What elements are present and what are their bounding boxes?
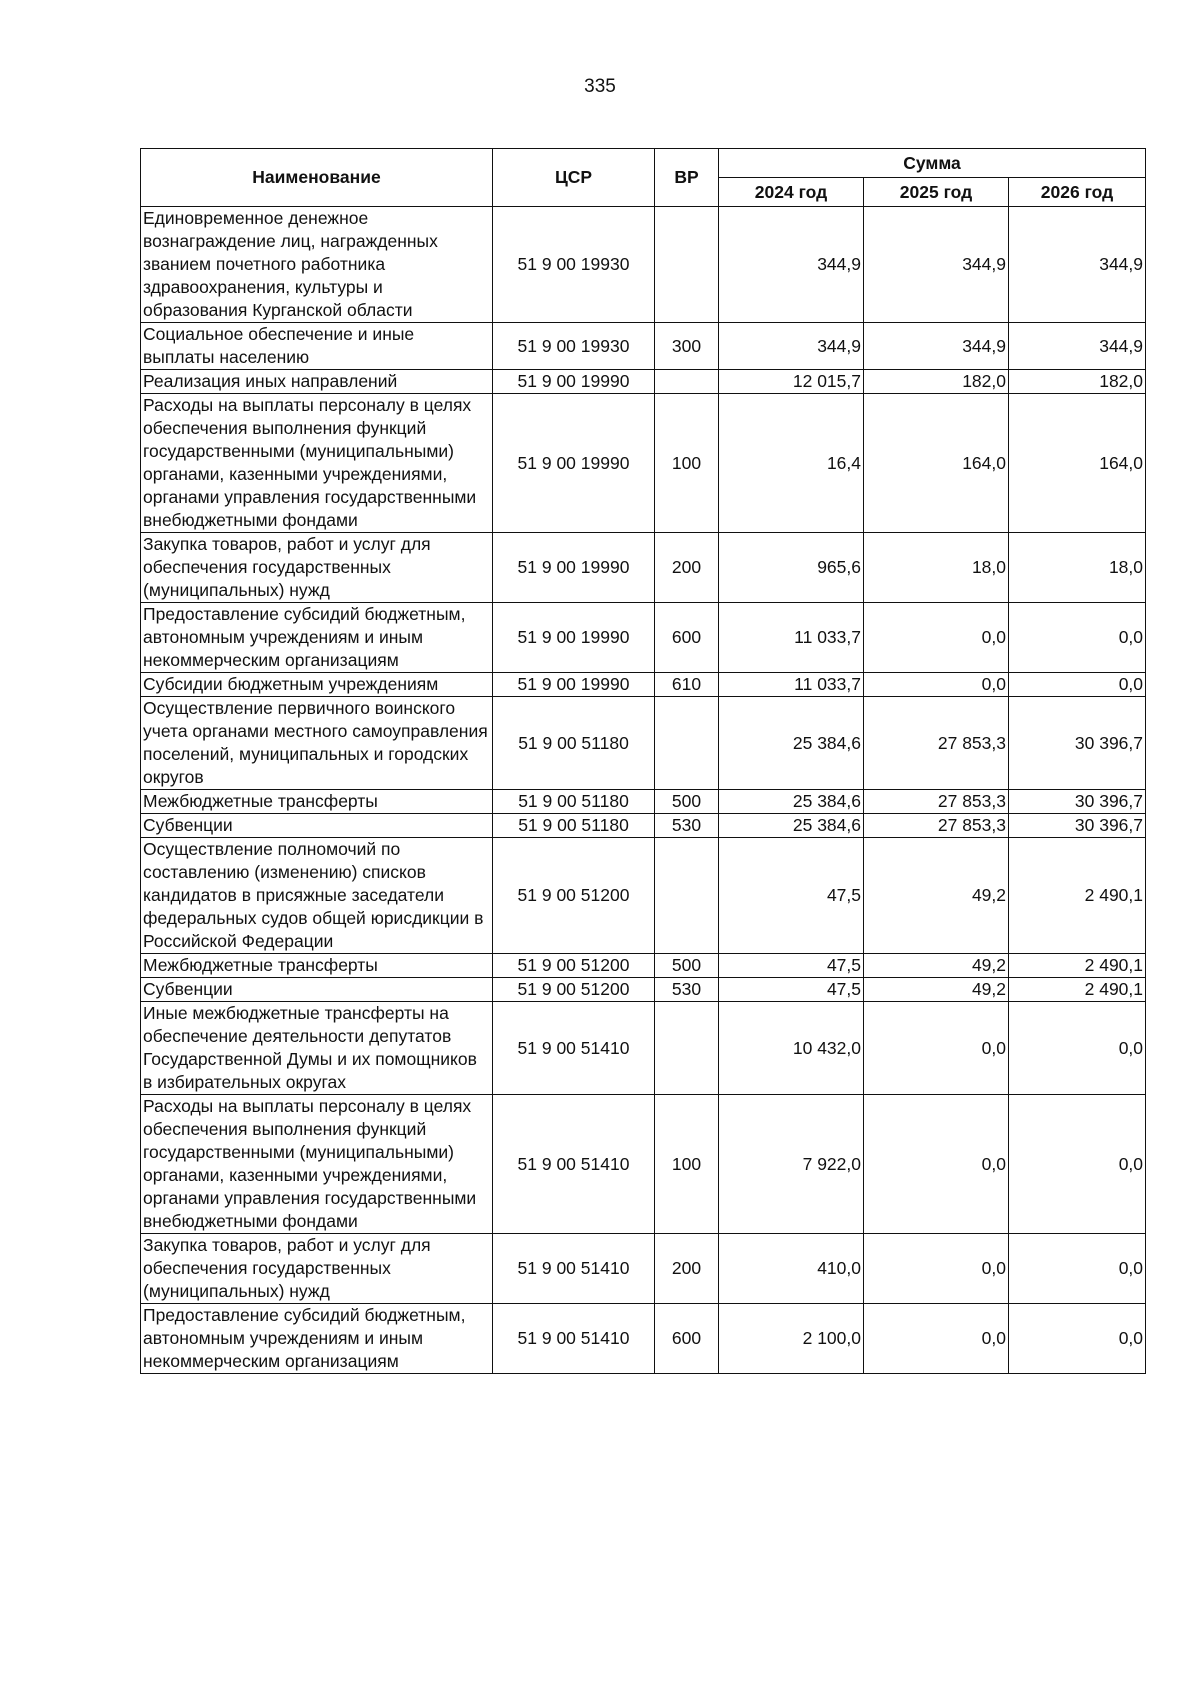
row-name: Осуществление первичного воинского учета органами местного самоуправления поселений, муниципальных и городских округов xyxy=(141,697,493,790)
row-sum-2026: 164,0 xyxy=(1009,394,1146,533)
row-sum-2026: 18,0 xyxy=(1009,533,1146,603)
row-name: Закупка товаров, работ и услуг для обеспечения государственных (муниципальных) нужд xyxy=(141,533,493,603)
table-row xyxy=(141,673,1146,697)
row-sum-2024: 47,5 xyxy=(719,838,864,954)
row-sum-2026: 2 490,1 xyxy=(1009,954,1146,978)
row-name: Межбюджетные трансферты xyxy=(141,790,493,814)
header-row xyxy=(141,149,1146,178)
row-csr: 51 9 00 19990 xyxy=(493,370,655,394)
row-csr: 51 9 00 19990 xyxy=(493,603,655,673)
row-vr: 100 xyxy=(655,394,719,533)
row-sum-2025: 27 853,3 xyxy=(864,814,1009,838)
row-vr: 530 xyxy=(655,814,719,838)
row-name: Межбюджетные трансферты xyxy=(141,954,493,978)
row-sum-2026: 2 490,1 xyxy=(1009,838,1146,954)
row-name: Единовременное денежное вознаграждение лиц, награжденных званием почетного работника здравоохранения, культуры и образования Курганской области xyxy=(141,207,493,323)
row-sum-2025: 18,0 xyxy=(864,533,1009,603)
row-sum-2024: 7 922,0 xyxy=(719,1095,864,1234)
table-row xyxy=(141,954,1146,978)
row-vr: 530 xyxy=(655,978,719,1002)
row-sum-2024: 344,9 xyxy=(719,323,864,370)
row-sum-2025: 0,0 xyxy=(864,673,1009,697)
table-row xyxy=(141,533,1146,603)
header-csr: ЦСР xyxy=(493,149,655,207)
row-sum-2026: 2 490,1 xyxy=(1009,978,1146,1002)
row-sum-2024: 344,9 xyxy=(719,207,864,323)
table-row xyxy=(141,978,1146,1002)
header-year-2025: 2025 год xyxy=(864,178,1009,207)
row-sum-2025: 182,0 xyxy=(864,370,1009,394)
row-csr: 51 9 00 51180 xyxy=(493,790,655,814)
row-name: Предоставление субсидий бюджетным, автономным учреждениям и иным некоммерческим организациям xyxy=(141,1304,493,1374)
row-vr: 600 xyxy=(655,1304,719,1374)
row-name: Субвенции xyxy=(141,814,493,838)
row-sum-2025: 49,2 xyxy=(864,838,1009,954)
row-sum-2025: 49,2 xyxy=(864,978,1009,1002)
row-csr: 51 9 00 51410 xyxy=(493,1304,655,1374)
row-sum-2024: 25 384,6 xyxy=(719,814,864,838)
row-sum-2026: 30 396,7 xyxy=(1009,697,1146,790)
row-name: Иные межбюджетные трансферты на обеспечение деятельности депутатов Государственной Думы и их помощников в избирательных округах xyxy=(141,1002,493,1095)
row-vr xyxy=(655,697,719,790)
table-row xyxy=(141,838,1146,954)
table-body xyxy=(141,207,1146,1374)
row-sum-2026: 344,9 xyxy=(1009,323,1146,370)
row-sum-2024: 12 015,7 xyxy=(719,370,864,394)
row-sum-2024: 47,5 xyxy=(719,978,864,1002)
row-vr: 200 xyxy=(655,533,719,603)
row-sum-2024: 25 384,6 xyxy=(719,697,864,790)
row-vr xyxy=(655,1002,719,1095)
table-row xyxy=(141,207,1146,323)
row-vr: 100 xyxy=(655,1095,719,1234)
table-row xyxy=(141,370,1146,394)
row-csr: 51 9 00 51200 xyxy=(493,838,655,954)
row-csr: 51 9 00 51180 xyxy=(493,697,655,790)
row-sum-2026: 30 396,7 xyxy=(1009,814,1146,838)
table-row xyxy=(141,697,1146,790)
row-sum-2025: 0,0 xyxy=(864,603,1009,673)
header-year-2026: 2026 год xyxy=(1009,178,1146,207)
row-name: Предоставление субсидий бюджетным, автономным учреждениям и иным некоммерческим организациям xyxy=(141,603,493,673)
row-csr: 51 9 00 19930 xyxy=(493,323,655,370)
row-sum-2025: 49,2 xyxy=(864,954,1009,978)
row-sum-2026: 30 396,7 xyxy=(1009,790,1146,814)
row-sum-2024: 11 033,7 xyxy=(719,673,864,697)
header-year-2024: 2024 год xyxy=(719,178,864,207)
row-sum-2025: 0,0 xyxy=(864,1304,1009,1374)
row-csr: 51 9 00 51200 xyxy=(493,978,655,1002)
row-name: Осуществление полномочий по составлению (изменению) списков кандидатов в присяжные заседатели федеральных судов общей юрисдикции в Российской Федерации xyxy=(141,838,493,954)
row-sum-2024: 10 432,0 xyxy=(719,1002,864,1095)
row-name: Расходы на выплаты персоналу в целях обеспечения выполнения функций государственными (муниципальными) органами, казенными учреждениями, органами управления государственными внебюджетными фондами xyxy=(141,1095,493,1234)
row-vr: 300 xyxy=(655,323,719,370)
row-sum-2024: 410,0 xyxy=(719,1234,864,1304)
row-sum-2025: 164,0 xyxy=(864,394,1009,533)
row-csr: 51 9 00 19990 xyxy=(493,533,655,603)
row-sum-2026: 0,0 xyxy=(1009,1095,1146,1234)
table-row xyxy=(141,323,1146,370)
row-csr: 51 9 00 51410 xyxy=(493,1002,655,1095)
row-sum-2025: 0,0 xyxy=(864,1095,1009,1234)
table-row xyxy=(141,1234,1146,1304)
row-vr: 500 xyxy=(655,790,719,814)
row-name: Субсидии бюджетным учреждениям xyxy=(141,673,493,697)
row-sum-2024: 16,4 xyxy=(719,394,864,533)
row-vr: 200 xyxy=(655,1234,719,1304)
row-sum-2026: 0,0 xyxy=(1009,1304,1146,1374)
row-sum-2024: 11 033,7 xyxy=(719,603,864,673)
row-sum-2024: 25 384,6 xyxy=(719,790,864,814)
table-row xyxy=(141,790,1146,814)
row-csr: 51 9 00 19930 xyxy=(493,207,655,323)
row-csr: 51 9 00 51180 xyxy=(493,814,655,838)
budget-table xyxy=(140,148,1146,1374)
row-csr: 51 9 00 51410 xyxy=(493,1095,655,1234)
row-name: Субвенции xyxy=(141,978,493,1002)
row-sum-2026: 182,0 xyxy=(1009,370,1146,394)
row-sum-2025: 27 853,3 xyxy=(864,697,1009,790)
row-sum-2026: 0,0 xyxy=(1009,1002,1146,1095)
table-row xyxy=(141,394,1146,533)
row-vr xyxy=(655,207,719,323)
row-vr: 600 xyxy=(655,603,719,673)
header-sum: Сумма xyxy=(719,149,1146,178)
row-vr: 500 xyxy=(655,954,719,978)
row-csr: 51 9 00 19990 xyxy=(493,673,655,697)
row-sum-2025: 344,9 xyxy=(864,323,1009,370)
row-sum-2026: 0,0 xyxy=(1009,673,1146,697)
header-vr: ВР xyxy=(655,149,719,207)
row-csr: 51 9 00 51410 xyxy=(493,1234,655,1304)
row-sum-2024: 47,5 xyxy=(719,954,864,978)
table-row xyxy=(141,814,1146,838)
row-sum-2025: 344,9 xyxy=(864,207,1009,323)
table-row xyxy=(141,1304,1146,1374)
row-name: Социальное обеспечение и иные выплаты населению xyxy=(141,323,493,370)
row-vr xyxy=(655,838,719,954)
row-name: Закупка товаров, работ и услуг для обеспечения государственных (муниципальных) нужд xyxy=(141,1234,493,1304)
row-vr xyxy=(655,370,719,394)
row-csr: 51 9 00 51200 xyxy=(493,954,655,978)
row-sum-2025: 0,0 xyxy=(864,1002,1009,1095)
row-sum-2025: 0,0 xyxy=(864,1234,1009,1304)
header-name: Наименование xyxy=(141,149,493,207)
row-sum-2024: 2 100,0 xyxy=(719,1304,864,1374)
row-csr: 51 9 00 19990 xyxy=(493,394,655,533)
table-row xyxy=(141,1002,1146,1095)
page-number: 335 xyxy=(584,76,616,97)
row-name: Расходы на выплаты персоналу в целях обеспечения выполнения функций государственными (муниципальными) органами, казенными учреждениями, органами управления государственными внебюджетными фондами xyxy=(141,394,493,533)
row-sum-2026: 0,0 xyxy=(1009,603,1146,673)
row-sum-2026: 0,0 xyxy=(1009,1234,1146,1304)
row-sum-2026: 344,9 xyxy=(1009,207,1146,323)
row-sum-2024: 965,6 xyxy=(719,533,864,603)
row-vr: 610 xyxy=(655,673,719,697)
table-row xyxy=(141,1095,1146,1234)
row-name: Реализация иных направлений xyxy=(141,370,493,394)
table-row xyxy=(141,603,1146,673)
row-sum-2025: 27 853,3 xyxy=(864,790,1009,814)
